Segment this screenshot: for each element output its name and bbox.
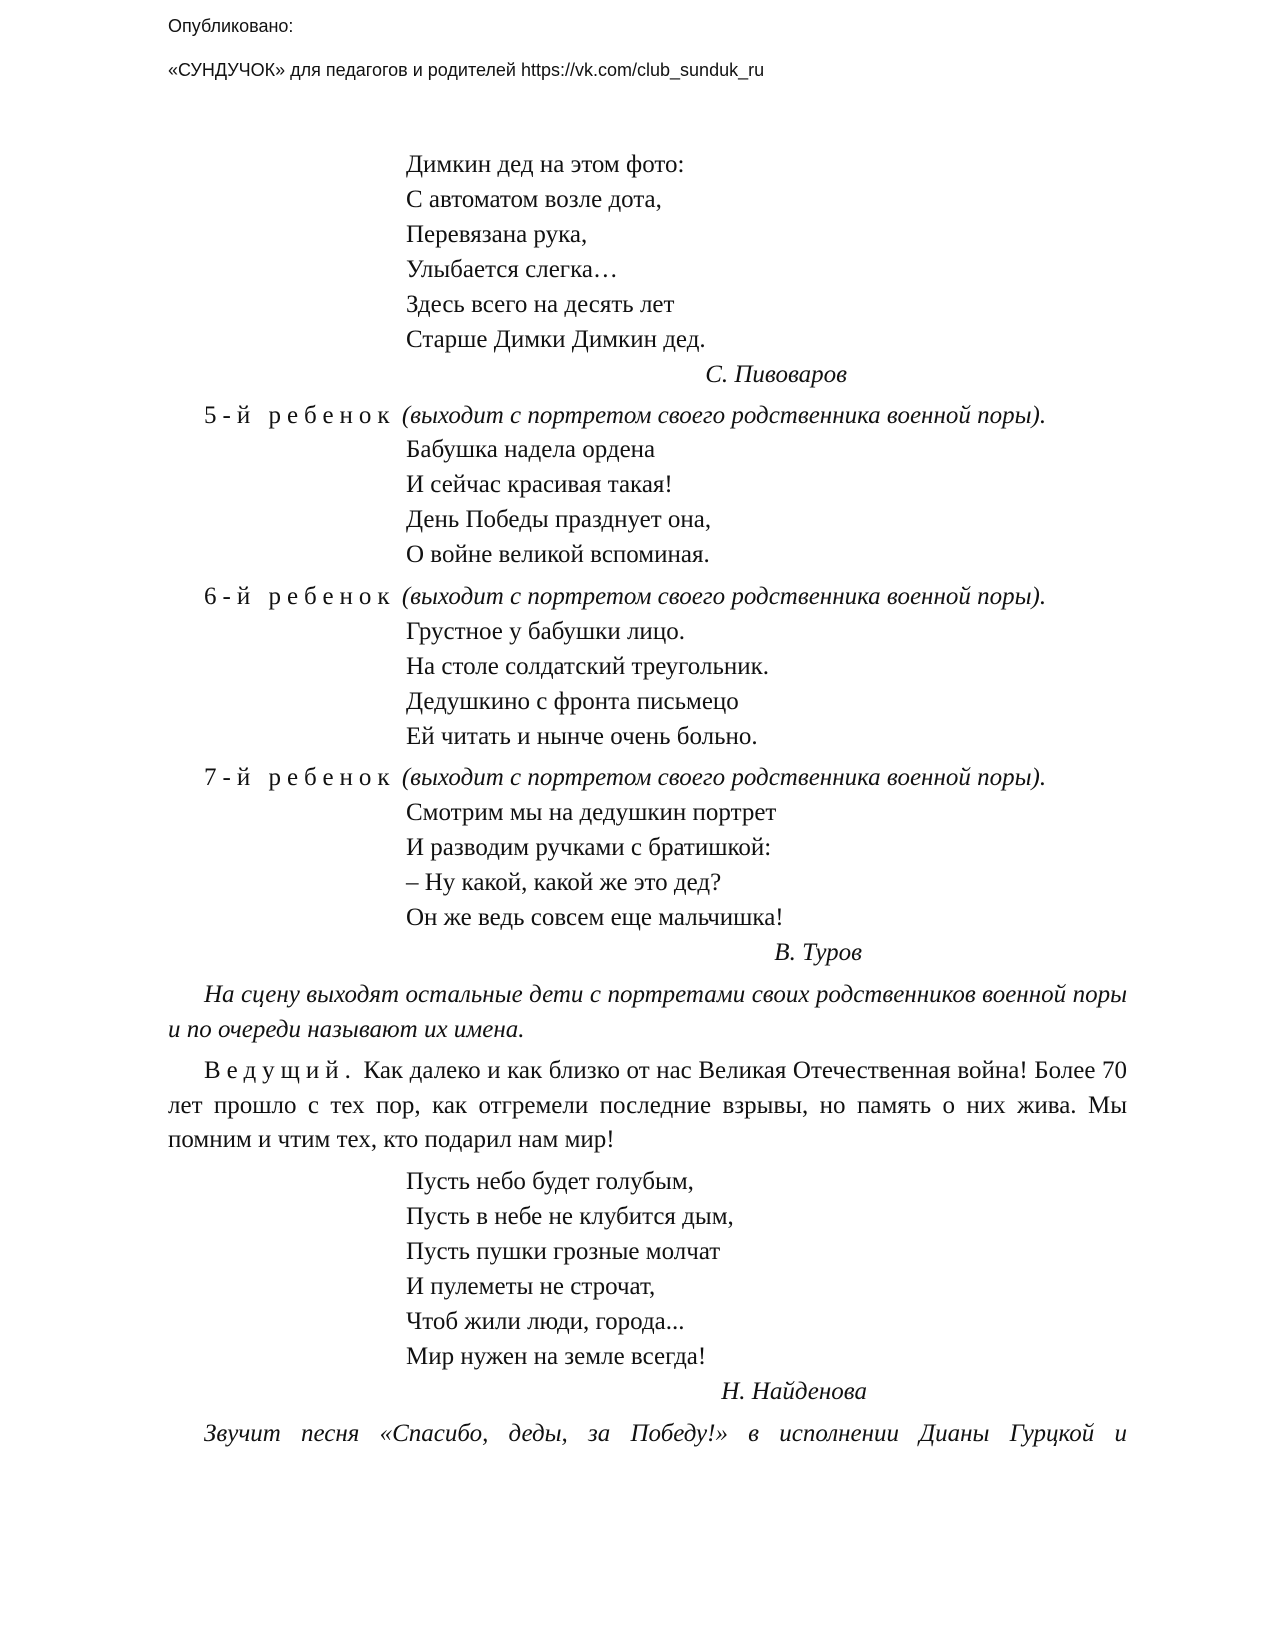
stage-note: (выходит с портретом своего родственника военной поры).	[401, 583, 1047, 610]
poem-line: Он же ведь совсем еще мальчишка!	[406, 904, 784, 931]
role-name: 5-й ребенок	[204, 402, 396, 429]
poem-line: День Победы празднует она,	[406, 506, 712, 533]
source-line: «СУНДУЧОК» для педагогов и родителей https://vk.com/club_sunduk_ru	[168, 60, 765, 80]
poem-line: И сейчас красивая такая!	[406, 471, 673, 498]
poem-author: С. Пивоваров	[705, 361, 847, 388]
poem-line: Пусть пушки грозные молчат	[406, 1238, 721, 1265]
stage-note: (выходит с портретом своего родственника военной поры).	[401, 402, 1047, 429]
host-paragraph	[168, 1054, 1127, 1158]
host-name: Ведущий.	[204, 1057, 357, 1084]
poem-line: О войне великой вспоминая.	[406, 541, 710, 568]
poem-line: Димкин дед на этом фото:	[406, 151, 685, 178]
poem-line: Мир нужен на земле всегда!	[406, 1343, 707, 1370]
poem-line: Грустное у бабушки лицо.	[406, 618, 685, 645]
stage-note: (выходит с портретом своего родственника военной поры).	[401, 764, 1047, 791]
poem-line: Перевязана рука,	[406, 221, 588, 248]
stage-direction: На сцену выходят остальные дети с портретами своих родственников военной поры и по очереди называют их имена.	[168, 981, 1127, 1043]
poem-line: И разводим ручками с братишкой:	[406, 834, 772, 861]
poem-line: – Ну какой, какой же это дед?	[406, 869, 722, 896]
poem-line: Пусть в небе не клубится дым,	[406, 1203, 734, 1230]
poem-line: Смотрим мы на дедушкин портрет	[406, 799, 777, 826]
role-line	[204, 763, 1046, 793]
role-name: 6-й ребенок	[204, 583, 396, 610]
poem-line: Ей читать и нынче очень больно.	[406, 723, 758, 750]
poem-line: Здесь всего на десять лет	[406, 291, 675, 318]
poem-line: И пулеметы не строчат,	[406, 1273, 656, 1300]
poem-line: Чтоб жили люди, города...	[406, 1308, 685, 1335]
published-label: Опубликовано:	[168, 16, 294, 36]
poem-line: Старше Димки Димкин дед.	[406, 326, 706, 353]
poem-author: Н. Найденова	[721, 1378, 867, 1405]
poem-line: На столе солдатский треугольник.	[406, 653, 770, 680]
role-line	[204, 582, 1046, 612]
poem-line: Бабушка надела ордена	[406, 436, 656, 463]
role-line	[204, 401, 1046, 431]
poem-line: Улыбается слегка…	[406, 256, 618, 283]
poem-line: Дедушкино с фронта письмецо	[406, 688, 739, 715]
host-text: Как далеко и как близко от нас Великая Отечественная война! Более 70 лет прошло с тех пор, как отгремели последние взрывы, но память о них жива. Мы помним и чтим тех, кто подарил нам мир!	[168, 1057, 1127, 1153]
stage-direction: Звучит песня «Спасибо, деды, за Победу!» в исполнении Дианы Гурцкой и	[204, 1420, 1127, 1447]
role-name: 7-й ребенок	[204, 764, 396, 791]
poem-line: С автоматом возле дота,	[406, 186, 662, 213]
poem-line: Пусть небо будет голубым,	[406, 1168, 694, 1195]
poem-author: В. Туров	[774, 939, 862, 966]
